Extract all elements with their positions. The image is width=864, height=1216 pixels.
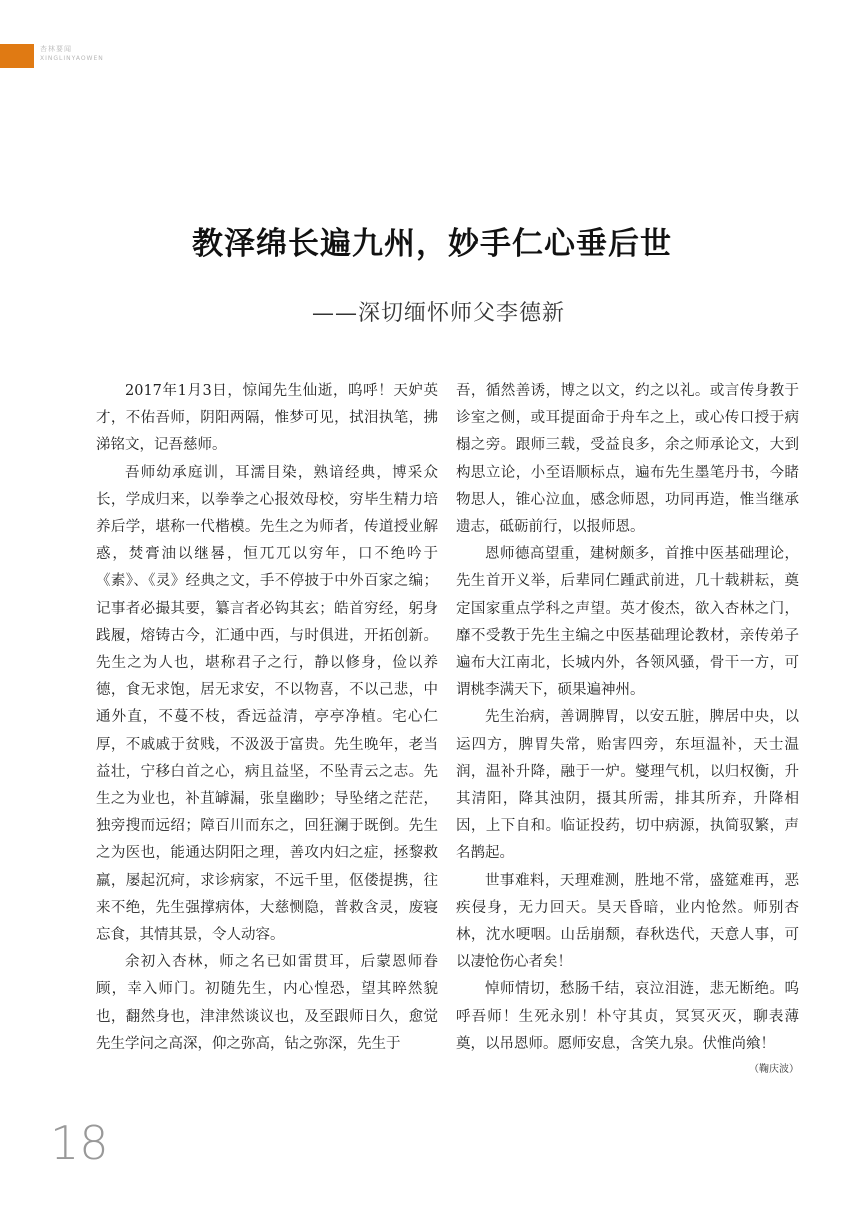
page-number: 18 [50,1116,109,1170]
paragraph: 先生治病，善调脾胃，以安五脏，脾居中央，以运四方，脾胃失常，贻害四旁，东垣温补，天士温润，温补升降，融于一炉。燮理气机，以归权衡，升其清阳，降其浊阴，摄其所需，排其所弃，升降相因，上下自和。临证投药，切中病源，执简驭繁，声名鹊起。 [456,709,799,862]
right-column [456,378,799,1080]
paragraph: 悼师情切，愁肠千结，哀泣泪涟，悲无断绝。呜呼吾师！生死永别！朴守其贞，冥冥灭灭，聊表薄奠，以吊恩师。愿师安息，含笑九泉。伏惟尚飨！ [456,981,799,1052]
author-byline: （鞠庆波） [749,1064,799,1076]
paragraph: 世事难料，天理难测，胜地不常，盛筵难再，恶疾侵身，无力回天。昊天昏暗，业内怆然。师别杏林，沈水哽咽。山岳崩颓，春秋迭代，天意人事，可以凄怆伤心者矣！ [456,872,799,971]
paragraph: 恩师德高望重，建树颇多，首推中医基础理论，先生首开义举，后辈同仁踵武前进，几十载耕耘，奠定国家重点学科之声望。英才俊杰，欲入杏林之门，靡不受教于先生主编之中医基础理论教材，亲传弟子遍布大江南北，长城内外，各领风骚，骨干一方，可谓桃李满天下，硕果遍神州。 [456,546,799,699]
section-name-cn: 杏林要闻 [40,45,72,53]
left-column [96,378,438,1058]
article-title: 教泽绵长遍九州，妙手仁心垂后世 [192,226,672,262]
paragraph: 吾师幼承庭训，耳濡目染，熟谙经典，博采众长，学成归来，以拳拳之心报效母校，穷毕生精力培养后学，堪称一代楷模。先生之为师者，传道授业解惑，焚膏油以继晷，恒兀兀以穷年，口不绝吟于《素》、《灵》经典之文，手不停披于中外百家之编；记事者必撮其要，纂言者必钩其玄；皓首穷经，躬身践履，熔铸古今，汇通中西，与时俱进，开拓创新。先生之为人也，堪称君子之行，静以修身，俭以养德，食无求饱，居无求安，不以物喜，不以己悲，中通外直，不蔓不枝，香远益清，亭亭净植。宅心仁厚，不戚戚于贫贱，不汲汲于富贵。先生晚年，老当益壮，宁移白首之心，病且益坚，不坠青云之志。先生之为业也，补苴罅漏，张皇幽眇；导坠绪之茫茫，独旁搜而远绍；障百川而东之，回狂澜于既倒。先生之为医也，能通达阴阳之理，善攻内妇之症，拯黎救羸，屡起沉疴，求诊病家，不远千里，伛偻提携，往来不绝，先生强撑病体，大慈恻隐，普救含灵，废寝忘食，其情其景，令人动容。 [96,464,438,944]
article-subtitle: ——深切缅怀师父李德新 [312,301,566,326]
section-header [40,46,104,62]
paragraph: 2017年1月3日，惊闻先生仙逝，呜呼！天妒英才，不佑吾师，阴阳两隔，惟梦可见，拭泪执笔，拂涕铭文，记吾慈师。 [96,383,438,454]
section-name-en: XINGLINYAOWEN [40,55,104,62]
section-color-tab [0,44,34,68]
paragraph: 余初入杏林，师之名已如雷贯耳，后蒙恩师眷顾，幸入师门。初随先生，内心惶恐，望其晬然貌也，翻然身也，津津然谈议也，及至跟师日久，愈觉先生学问之高深，仰之弥高，钻之弥深，先生于 [96,954,438,1052]
paragraph-continuation: 吾，循然善诱，博之以文，约之以礼。或言传身教于诊室之侧，或耳提面命于舟车之上，或心传口授于病榻之旁。跟师三载，受益良多，余之师承论文，大到构思立论，小至语顺标点，遍布先生墨笔丹书，今睹物思人，锥心泣血，感念师恩，功同再造，惟当继承遗志，砥砺前行，以报师恩。 [456,383,799,536]
